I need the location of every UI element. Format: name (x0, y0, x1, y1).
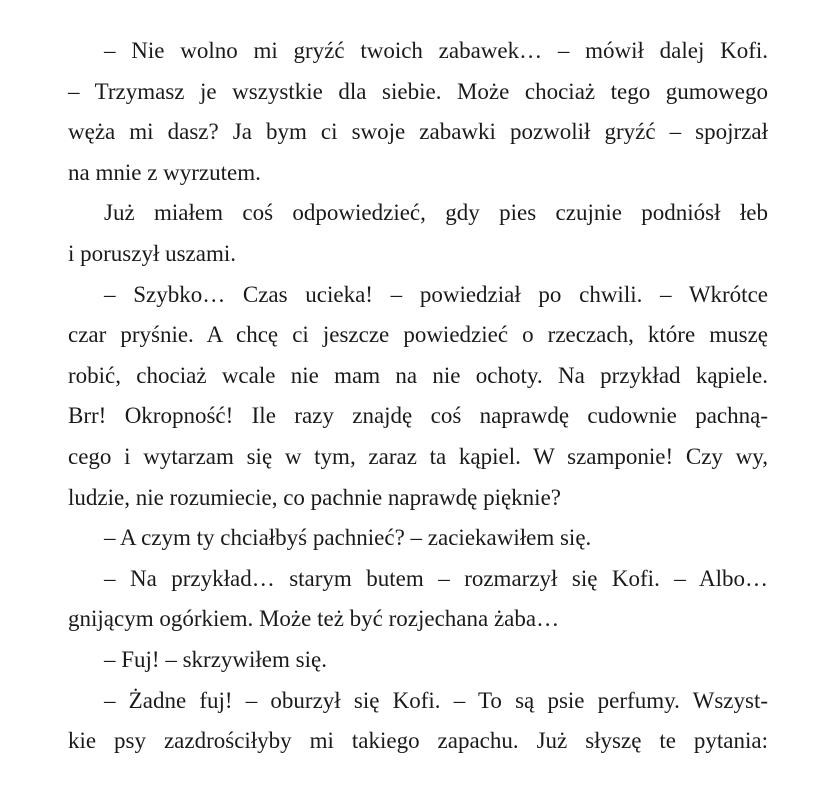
text-line-1: – Nie wolno mi gryźć twoich zabawek… – mówił dalej Kofi. (104, 38, 768, 63)
text-line-15: gnijącym ogórkiem. Może też być rozjechana żaba… (68, 606, 560, 632)
text-line-9: robić, chociaż wcale nie mam na nie ochoty. Na przykład kąpiele. (68, 362, 768, 388)
text-line-11: cego i wytarzam się w tym, zaraz ta kąpiel. W szamponie! Czy wy, (68, 443, 768, 469)
text-line-3: węża mi dasz? Ja bym ci swoje zabawki pozwolił gryźć – spojrzał (68, 119, 768, 145)
text-line-16: – Fuj! – skrzywiłem się. (104, 646, 327, 672)
text-line-2: – Trzymasz je wszystkie dla siebie. Może chociaż tego gumowego (68, 78, 768, 104)
text-line-13: – A czym ty chciałbyś pachnieć? – zaciekawiłem się. (104, 525, 592, 551)
text-line-17: – Żadne fuj! – oburzył się Kofi. – To są psie perfumy. Wszyst- (104, 687, 768, 713)
text-line-12: ludzie, nie rozumiecie, co pachnie naprawdę pięknie? (68, 484, 561, 510)
text-line-4: na mnie z wyrzutem. (68, 159, 261, 185)
text-line-6: i poruszył uszami. (68, 240, 236, 266)
text-line-7: – Szybko… Czas ucieka! – powiedział po chwili. – Wkrótce (104, 281, 768, 307)
text-line-14: – Na przykład… starym butem – rozmarzył się Kofi. – Albo… (104, 565, 768, 591)
text-line-18: kie psy zazdrościłyby mi takiego zapachu. Już słyszę te pytania: (68, 728, 768, 754)
text-line-8: czar pryśnie. A chcę ci jeszcze powiedzieć o rzeczach, które muszę (68, 322, 768, 348)
book-page-text (68, 31, 768, 762)
text-line-5: Już miałem coś odpowiedzieć, gdy pies czujnie podniósł łeb (104, 200, 768, 226)
text-line-10: Brr! Okropność! Ile razy znajdę coś naprawdę cudownie pachną- (68, 403, 768, 429)
